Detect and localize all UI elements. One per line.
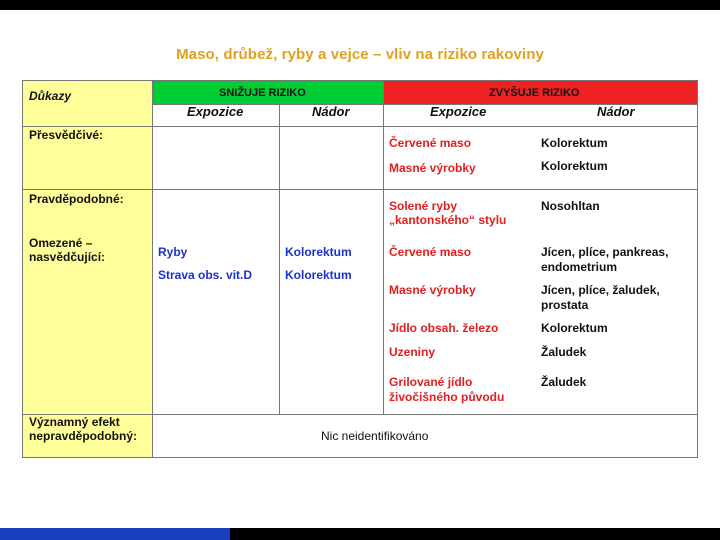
row-label-convincing: Přesvědčivé: xyxy=(29,128,104,142)
exposure-cell: Červené maso xyxy=(389,136,472,150)
exposure-cell: Strava obs. vit.D xyxy=(158,268,253,282)
exposure-cell: Solené ryby xyxy=(389,199,458,213)
tumor-cell: Jícen, plíce, žaludek, xyxy=(541,283,660,297)
exposure-header-decrease: Expozice xyxy=(187,104,244,119)
exposure-cell: Masné výrobky xyxy=(389,161,476,175)
tumor-cell: Jícen, plíce, pankreas, xyxy=(541,245,669,259)
exposure-cell: Ryby xyxy=(158,245,188,259)
slide-title: Maso, drůbež, ryby a vejce – vliv na riziko rakoviny xyxy=(176,46,544,63)
tumor-cell: Kolorektum xyxy=(541,159,608,173)
tumor-cell: Kolorektum xyxy=(285,245,352,259)
top-bar xyxy=(0,0,720,10)
decreases-risk-header: SNIŽUJE RIZIKO xyxy=(219,87,306,99)
exposure-cell: Jídlo obsah. železo xyxy=(389,321,499,335)
grid-line xyxy=(279,104,280,414)
exposure-cell: Masné výrobky xyxy=(389,283,476,297)
row-label-unlikely: Významný efekt xyxy=(29,415,120,429)
row-label-limited: Omezené – xyxy=(29,236,93,250)
grid-line xyxy=(23,414,697,415)
exposure-header-increase: Expozice xyxy=(430,104,487,119)
grid-line xyxy=(383,81,384,414)
tumor-cell: Žaludek xyxy=(541,375,587,389)
exposure-cell: Červené maso xyxy=(389,245,472,259)
exposure-cell: živočišného původu xyxy=(389,390,505,404)
row-label-unlikely: nepravděpodobný: xyxy=(29,429,138,443)
increases-risk-header: ZVYŠUJE RIZIKO xyxy=(489,87,580,99)
tumor-cell: Kolorektum xyxy=(541,136,608,150)
evidence-table xyxy=(22,80,698,458)
grid-line xyxy=(152,81,153,457)
tumor-cell: Nosohltan xyxy=(541,199,600,213)
exposure-cell: Uzeniny xyxy=(389,345,436,359)
nothing-identified-text: Nic neidentifikováno xyxy=(321,429,429,443)
row-label-limited: nasvědčující: xyxy=(29,250,106,264)
grid-line xyxy=(23,126,697,127)
tumor-cell: prostata xyxy=(541,298,589,312)
tumor-header-increase: Nádor xyxy=(597,104,635,119)
grid-line xyxy=(23,189,697,190)
tumor-header-decrease: Nádor xyxy=(312,104,350,119)
tumor-cell: endometrium xyxy=(541,260,618,274)
row-label-probable: Pravděpodobné: xyxy=(29,192,124,206)
bottom-bar-accent xyxy=(0,528,230,540)
evidence-header: Důkazy xyxy=(29,89,72,103)
tumor-cell: Kolorektum xyxy=(541,321,608,335)
tumor-cell: Žaludek xyxy=(541,345,587,359)
exposure-cell: „kantonského“ stylu xyxy=(389,213,507,227)
tumor-cell: Kolorektum xyxy=(285,268,352,282)
exposure-cell: Grilované jídlo xyxy=(389,375,473,389)
